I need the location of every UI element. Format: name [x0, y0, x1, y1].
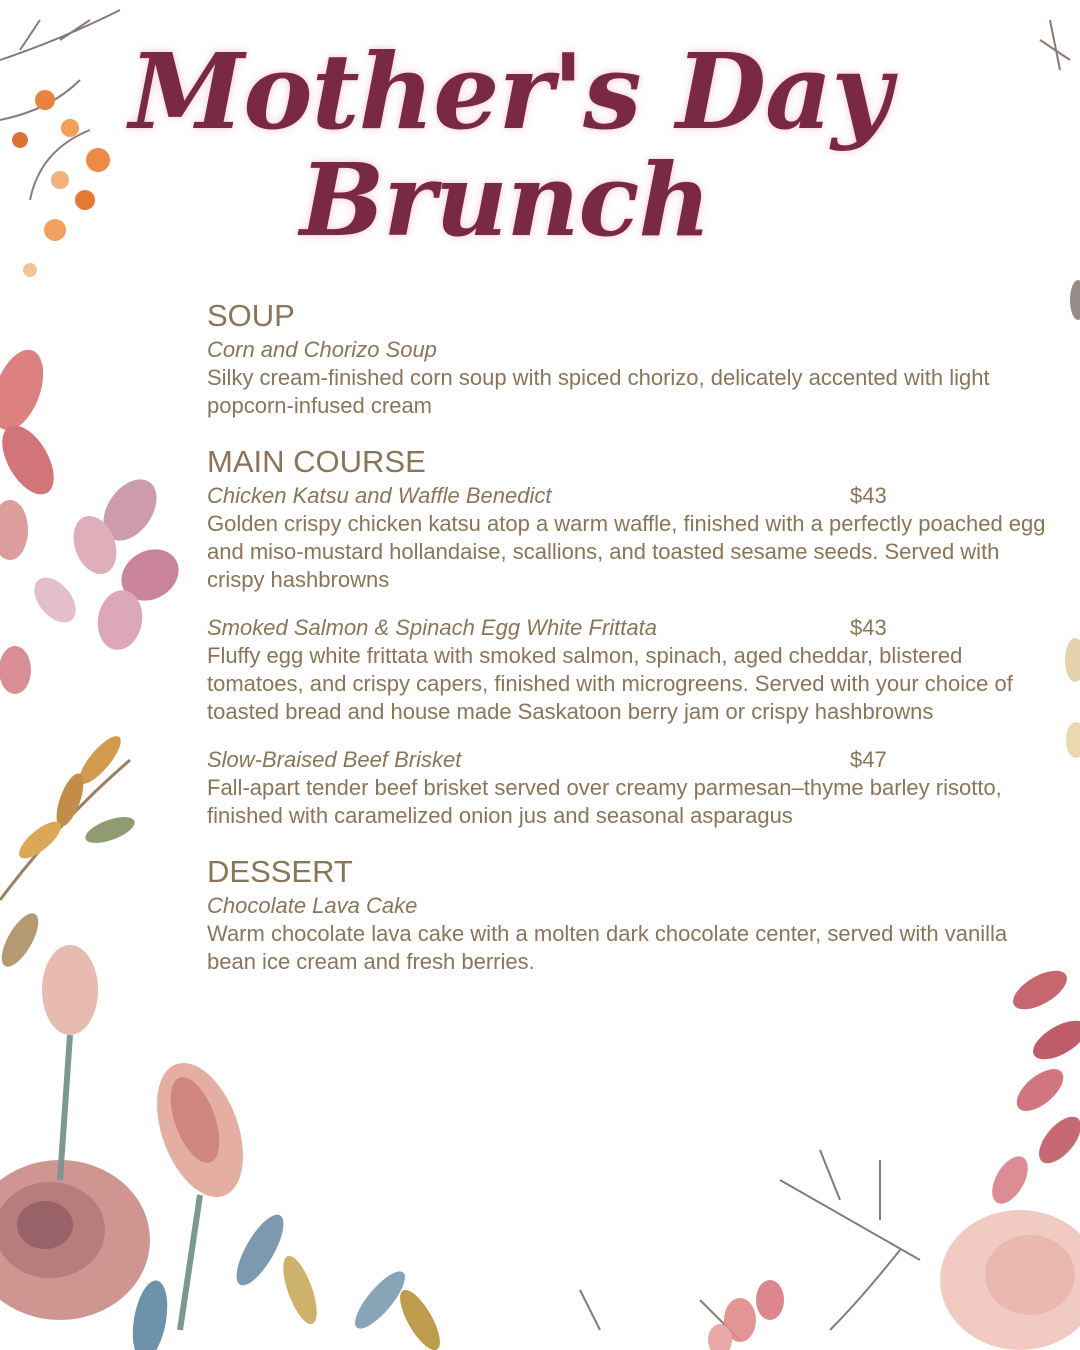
item-description: Fluffy egg white frittata with smoked salmon, spinach, aged cheddar, blistered tomatoes, and crispy capers, finished with microgreens. Served with your choice of toasted bread and house made Saskatoon berry jam or crispy hashbrowns — [207, 643, 1013, 724]
item-header — [207, 614, 1052, 642]
item-price: $43 — [850, 483, 887, 508]
page-title — [0, 30, 1080, 259]
item-description: Silky cream-finished corn soup with spiced chorizo, delicately accented with light popcorn-infused cream — [207, 365, 990, 418]
item-price: $47 — [850, 747, 887, 772]
section-heading: SOUP — [207, 298, 295, 333]
menu-item — [207, 336, 1052, 420]
spacer — [207, 594, 1052, 614]
section-dessert — [207, 852, 1052, 976]
section-main-course — [207, 442, 1052, 830]
item-header — [207, 482, 1052, 510]
section-soup — [207, 296, 1052, 420]
item-name: Chicken Katsu and Waffle Benedict — [207, 483, 552, 508]
item-name: Smoked Salmon & Spinach Egg White Frittata — [207, 615, 657, 640]
menu-item — [207, 614, 1052, 726]
menu-item — [207, 746, 1052, 830]
menu-item — [207, 892, 1052, 976]
spacer — [207, 420, 1052, 442]
item-description: Golden crispy chicken katsu atop a warm waffle, finished with a perfectly poached egg and miso-mustard hollandaise, scallions, and toasted sesame seeds. Served with crispy hashbrowns — [207, 511, 1046, 592]
title-line-2: Brunch — [299, 141, 711, 259]
item-description: Warm chocolate lava cake with a molten dark chocolate center, served with vanilla bean ice cream and fresh berries. — [207, 921, 1008, 974]
menu-item — [207, 482, 1052, 594]
item-name: Corn and Chorizo Soup — [207, 337, 437, 362]
menu-list — [207, 296, 1052, 976]
item-name: Slow-Braised Beef Brisket — [207, 747, 462, 772]
item-header — [207, 746, 1052, 774]
spacer — [207, 726, 1052, 746]
leaf-sprig-icon — [0, 731, 138, 972]
section-heading: MAIN COURSE — [207, 444, 426, 479]
item-name: Chocolate Lava Cake — [207, 893, 418, 918]
title-line-1: Mother's Day — [129, 30, 891, 153]
rose-icon — [0, 945, 447, 1350]
section-heading: DESSERT — [207, 854, 353, 889]
spacer — [207, 830, 1052, 852]
item-header — [207, 336, 1052, 364]
item-price: $43 — [850, 615, 887, 640]
item-header — [207, 892, 1052, 920]
item-description: Fall-apart tender beef brisket served over creamy parmesan–thyme barley risotto, finished with caramelized onion jus and seasonal asparagus — [207, 775, 1002, 828]
